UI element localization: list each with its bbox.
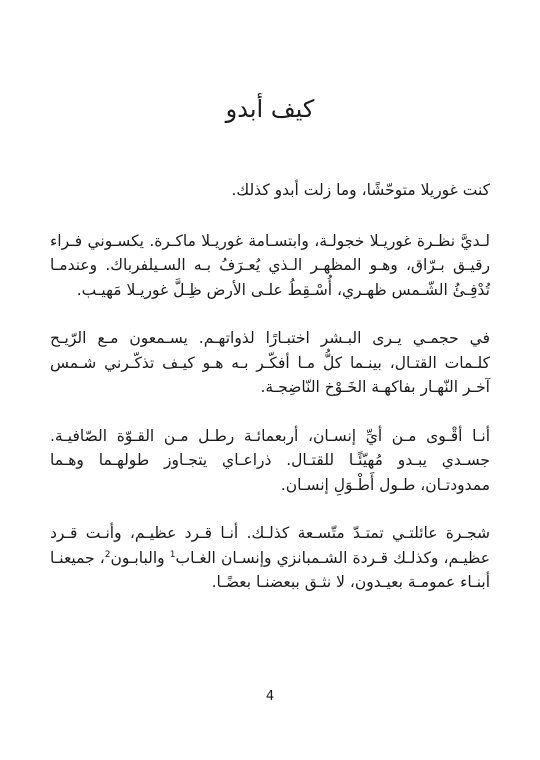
paragraph-1: كنت غوريلا متوحّشًا، وما زلت أبدو كذلك. <box>231 181 490 199</box>
paragraph-5-part-3: ، جميعنـا أبنـاء عمومـة بعيـدون، لا نثـق ببعضنـا بعضًـا. <box>50 548 490 591</box>
paragraph-5-part-2: والبابـون <box>110 548 170 567</box>
paragraph-4: أنـا أقْـوى مـن أيِّ إنسـان، أربعمائـة رطـل مـن القـوّة الصّافيـة. جسـدي يبـدو مُهيّئًـا للقتـال. ذراعـاي يتجـاوز طولهـما وهـما ممدودتـان، طـول أَطْـوَلِ إنسـان. <box>50 426 490 494</box>
paragraph-2: لـديَّ نظـرة غوريـلا خجولـة، وابتسـامة غوريـلا ماكـرة. يكسـوني فـراء رقيـق بـرّاق، وهـو المظهـر الـذي يُعـرَفُ بـه السـيلفرباك. وعندمـا تُدْفِـئُ الشّـمس ظهـري، أُسْـقِطُ علـى الأرض ظِـلَّ غوريـلا مَهيـب. <box>50 231 490 299</box>
chapter-title: كيف أبدو <box>225 95 315 123</box>
paragraph-5-part-1: شجـرة عائلتـي تمتـدّ متّسـعة كذلـك. أنـا قـرد عظيـم، وأنـت قـرد عظيـم، وكذلـك قـردة الشـمبانزي وإنسـان الغـاب <box>50 524 491 567</box>
footnote-marker-2[interactable]: 2 <box>104 549 111 560</box>
footnote-marker-1[interactable]: 1 <box>169 549 176 560</box>
page-number: 4 <box>265 689 275 704</box>
paragraph-3: في حجمـي يـرى البـشر اختبـارًا لذواتهـم. يسـمعون مـع الرّيـح كلـمات القتـال، بينـما كلُّ مـا أفكّـر بـه هـو كيـف تذكّـرني شـمس آخـر النّهـار بفاكهـة الخَـوْخ النّاضِجـة. <box>50 329 490 396</box>
paragraph-5 <box>50 521 490 595</box>
body-text <box>50 178 490 619</box>
